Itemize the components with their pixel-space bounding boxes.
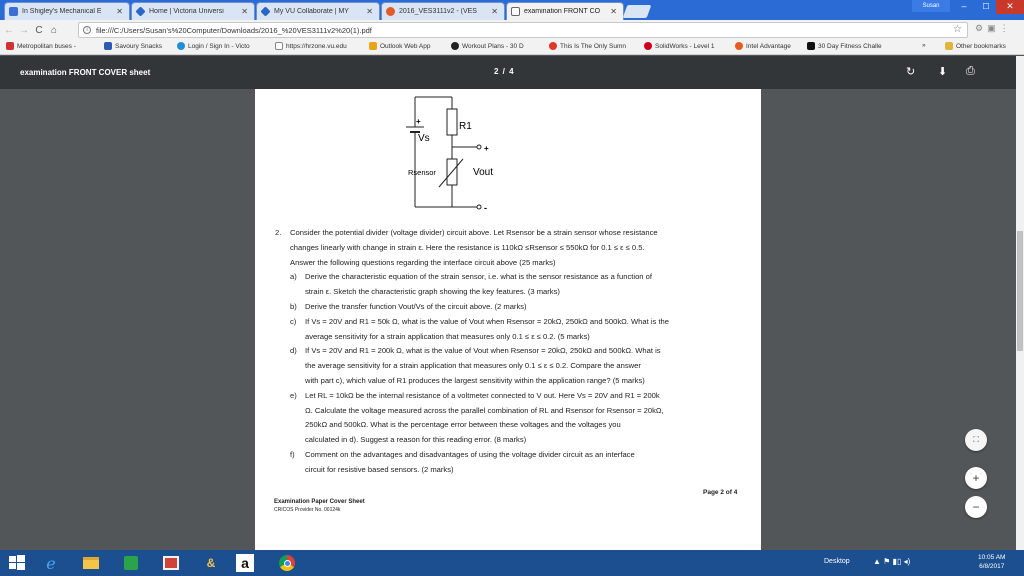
home-button[interactable]: ⌂: [50, 24, 58, 36]
bookmarks-bar: [0, 40, 1024, 55]
tab-favicon-icon: [386, 7, 395, 16]
maximize-button[interactable]: ☐: [982, 2, 990, 11]
tab-favicon-icon: [9, 7, 18, 16]
cover-sheet-footer: Examination Paper Cover Sheet: [274, 499, 365, 505]
tab-label: 2016_VES3111v2 - (VES: [399, 8, 477, 15]
extension-icons[interactable]: [975, 23, 1013, 34]
url-text: file:///C:/Users/Susan's%20Computer/Downloads/2016_%20VES3111v2%20(1).pdf: [96, 25, 372, 35]
info-icon[interactable]: i: [83, 26, 91, 34]
battery-plus-label: +: [416, 117, 421, 126]
question-2-line-3: Answer the following questions regarding the interface circuit above (25 marks): [290, 257, 556, 267]
tab-strip: [0, 0, 1024, 20]
tab-vu-collaborate[interactable]: [256, 2, 380, 20]
tab-victoria-home[interactable]: [131, 2, 255, 20]
clock-date: 6/8/2017: [979, 563, 1005, 570]
bookmark-metropolitan-buses[interactable]: Metropolitan buses -: [6, 42, 76, 50]
question-text: [275, 226, 745, 478]
pdf-toolbar: [0, 56, 1016, 89]
new-tab-button[interactable]: [623, 5, 652, 18]
part-d-line-1: If Vs = 20V and R1 = 200k Ω, what is the value of Vout when Rsensor = 20kΩ, 250kΩ and 500kΩ. What is: [305, 346, 661, 356]
part-label: e): [290, 390, 297, 400]
part-d-line-3: with part c), which value of R1 produces the largest sensitivity within the application range? (5 marks): [305, 375, 645, 385]
extension-icon[interactable]: ⚙: [975, 23, 988, 33]
bookmark-solidworks[interactable]: SolidWorks - Level 1: [644, 42, 715, 50]
user-profile-button[interactable]: Susan: [912, 0, 950, 12]
bookmark-icon: [735, 42, 743, 50]
close-window-button[interactable]: ✕: [996, 0, 1024, 14]
windows-logo-icon: [9, 555, 25, 571]
question-number: 2.: [275, 228, 282, 237]
part-label: a): [290, 272, 297, 282]
clock[interactable]: [978, 553, 1005, 571]
part-c-line-1: If Vs = 20V and R1 = 50k Ω, what is the value of Vout when Rsensor = 20kΩ, 250kΩ and 500kΩ. What is the: [305, 316, 669, 326]
tab-label: examination FRONT CO: [524, 8, 601, 15]
bookmark-icon: [549, 42, 557, 50]
question-2-line-2: changes linearly with change in strain ε. Here the resistance is 110kΩ ≤Rsensor ≤ 550kΩ for 0.1 ≤ ε ≤ 0.5.: [290, 242, 645, 252]
page-number: Page 2 of 4: [703, 489, 738, 496]
bookmark-outlook[interactable]: Outlook Web App: [369, 42, 430, 50]
extension-icon[interactable]: ▣: [987, 23, 1000, 33]
part-c-line-2: average sensitivity for a strain application that measures only 0.1 ≤ ε ≤ 0.2. (5 marks): [305, 331, 590, 341]
fit-to-page-button[interactable]: ⛶: [965, 429, 987, 451]
outlook-icon: [369, 42, 377, 50]
app-icon[interactable]: &: [206, 556, 216, 570]
scrollbar[interactable]: [1016, 56, 1024, 550]
bookmark-icon: [451, 42, 459, 50]
bookmark-icon: [644, 42, 652, 50]
bookmark-icon: [807, 42, 815, 50]
minimize-button[interactable]: –: [961, 1, 967, 11]
bookmark-hrzone[interactable]: https://hrzone.vu.edu: [275, 42, 347, 50]
bookmark-workout-plans[interactable]: Workout Plans - 30 D: [451, 42, 524, 50]
download-icon[interactable]: ⬇: [938, 66, 948, 78]
file-explorer-icon[interactable]: [82, 554, 100, 572]
bookmark-star-icon[interactable]: ☆: [953, 24, 962, 35]
close-tab-icon[interactable]: ✕: [116, 7, 123, 16]
bookmark-savoury-snacks[interactable]: Savoury Snacks: [104, 42, 162, 50]
browser-toolbar: [0, 20, 1024, 40]
clock-time: 10:05 AM: [978, 554, 1006, 561]
print-icon[interactable]: ⎙: [966, 65, 975, 77]
part-label: c): [290, 316, 297, 326]
part-a-line-1: Derive the characteristic equation of the strain sensor, i.e. what is the sensor resistance as a function of: [305, 272, 652, 282]
bookmark-icon: [177, 42, 185, 50]
close-tab-icon[interactable]: ✕: [241, 7, 248, 16]
bookmark-login-victoria[interactable]: Login / Sign In - Victo: [177, 42, 250, 50]
back-button[interactable]: ←: [4, 24, 14, 36]
pdf-page: [255, 89, 761, 550]
vout-label: Vout: [473, 167, 494, 178]
tab-favicon-icon: [260, 6, 270, 16]
close-tab-icon[interactable]: ✕: [366, 7, 373, 16]
part-f-line-2: circuit for resistive based sensors. (2 marks): [305, 464, 454, 474]
bookmarks-overflow-button[interactable]: »: [922, 42, 926, 49]
bookmark-this-is-the-only[interactable]: This Is The Only Sumn: [549, 42, 626, 50]
cricos-footer: CRICOS Provider No. 00124k: [274, 507, 341, 513]
tab-shigley[interactable]: [4, 2, 130, 20]
part-d-line-2: the average sensitivity for a strain application that measures only 0.1 ≤ ε ≤ 0.2. Compare the answer: [305, 361, 641, 371]
part-f-line-1: Comment on the advantages and disadvantages of using the voltage divider circuit as an interface: [305, 449, 635, 459]
pdf-title: examination FRONT COVER sheet: [20, 68, 151, 77]
vs-label: Vs: [418, 133, 430, 144]
start-button[interactable]: [8, 554, 26, 572]
bookmark-icon: [104, 42, 112, 50]
bookmark-other-bookmarks[interactable]: Other bookmarks: [945, 42, 1006, 50]
part-a-line-2: strain ε. Sketch the characteristic graph showing the key features. (3 marks): [305, 287, 560, 297]
tab-label: My VU Collaborate | MY: [274, 8, 349, 15]
zoom-in-button[interactable]: +: [965, 467, 987, 489]
zoom-out-button[interactable]: −: [965, 496, 987, 518]
part-e-line-3: 250kΩ and 500kΩ. What is the percentage error between these voltages and the voltages you: [305, 420, 621, 430]
windows-taskbar: [0, 550, 1024, 576]
reload-button[interactable]: C: [35, 24, 43, 36]
chrome-icon[interactable]: [278, 554, 296, 572]
part-label: d): [290, 346, 297, 356]
output-plus-label: +: [484, 144, 489, 153]
tab-label: Home | Victoria Universi: [149, 8, 224, 15]
tab-label: In Shigley's Mechanical E: [22, 8, 102, 15]
rotate-icon[interactable]: ↻: [906, 66, 916, 78]
forward-button[interactable]: →: [19, 24, 29, 36]
document-icon: [511, 7, 520, 16]
close-tab-icon[interactable]: ✕: [491, 7, 498, 16]
address-bar[interactable]: [78, 22, 968, 38]
page-indicator: 2 / 4: [494, 67, 515, 76]
tab-examination-front-cover[interactable]: [506, 2, 624, 20]
part-e-line-4: calculated in d). Suggest a reason for this reading error. (8 marks): [305, 435, 527, 445]
part-e-line-1: Let RL = 10kΩ be the internal resistance of a voltmeter connected to V out. Here Vs = 20V and R1 = 200k: [305, 390, 660, 400]
part-label: f): [290, 449, 295, 459]
question-2-line-1: Consider the potential divider (voltage divider) circuit above. Let Rsensor be a strain sensor whose resistance: [290, 228, 658, 237]
r1-label: R1: [459, 121, 472, 132]
document-icon: [275, 42, 283, 50]
bookmark-30-day-fitness[interactable]: 30 Day Fitness Challe: [807, 42, 882, 50]
bookmark-icon: [6, 42, 14, 50]
scrollbar-thumb[interactable]: [1017, 231, 1023, 351]
amazon-icon[interactable]: a: [236, 554, 254, 572]
part-b-line-1: Derive the transfer function Vout/Vs of the circuit above. (2 marks): [305, 301, 527, 311]
part-e-line-2: Ω. Calculate the voltage measured across the parallel combination of RL and Rsensor for Rsensor = 20kΩ,: [305, 405, 664, 415]
rsensor-label: Rsensor: [408, 168, 436, 177]
part-label: b): [290, 301, 297, 311]
store-icon[interactable]: [122, 554, 140, 572]
internet-explorer-icon[interactable]: e: [46, 553, 56, 573]
system-tray[interactable]: ▲ ⚑ ▮▯ ◂): [873, 557, 911, 566]
circuit-diagram: [255, 89, 761, 219]
close-tab-icon[interactable]: ✕: [610, 7, 617, 16]
bookmark-intel-advantage[interactable]: Intel Advantage: [735, 42, 791, 50]
tab-ves3111[interactable]: [381, 2, 505, 20]
tab-favicon-icon: [135, 6, 145, 16]
output-minus-label: -: [484, 203, 487, 213]
menu-icon[interactable]: ⋮: [999, 23, 1013, 33]
folder-icon: [945, 42, 953, 50]
photos-icon[interactable]: [162, 554, 180, 572]
desktop-toolbar-label[interactable]: Desktop: [824, 558, 850, 565]
